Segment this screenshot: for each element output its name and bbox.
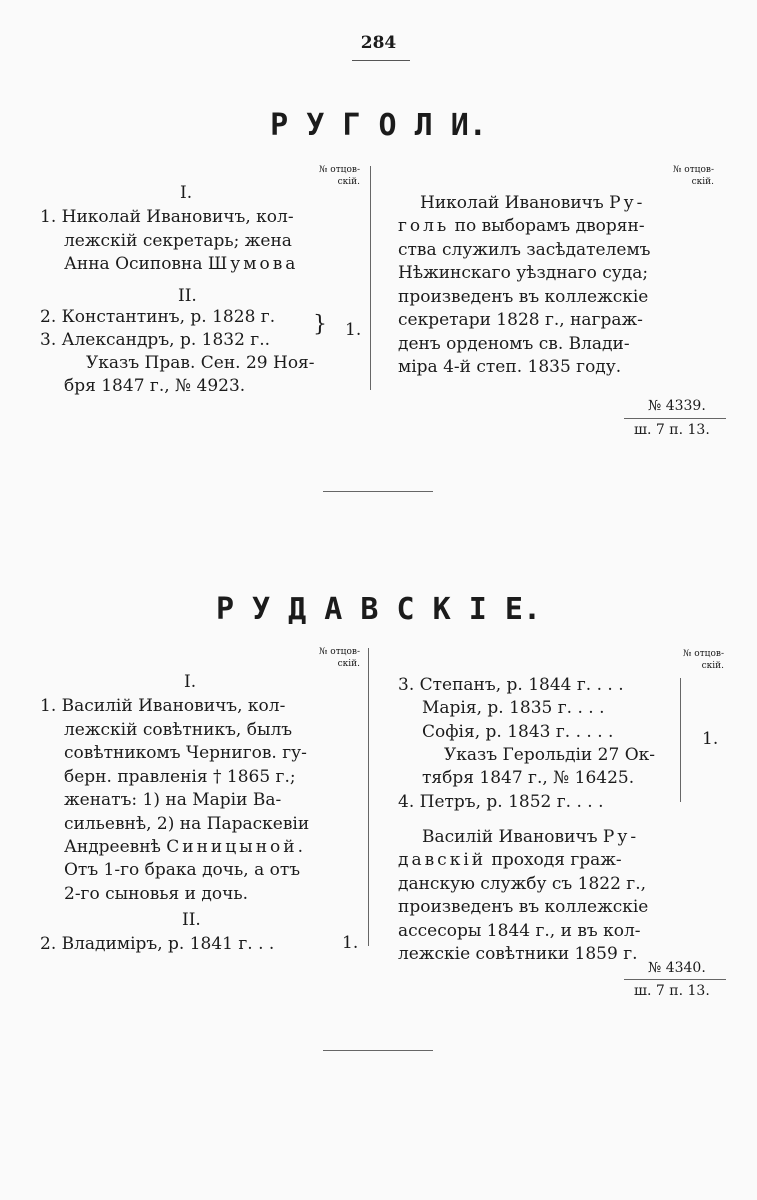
entry-line: берн. правленія † 1865 г.;	[64, 767, 296, 787]
entry-line: бря 1847 г., № 4923.	[64, 376, 246, 396]
bio-line: произведенъ въ коллежскіе	[398, 897, 649, 917]
father-ref: 1.	[342, 933, 359, 953]
column-header-line: № отцов-	[318, 165, 360, 175]
bio-line	[422, 826, 639, 850]
record-rule	[624, 979, 726, 980]
bio-text: Николай Ивановичъ	[420, 193, 610, 213]
column-header-right	[650, 164, 714, 188]
column-header-left	[300, 164, 360, 188]
surname-text: Ру-	[609, 193, 646, 213]
entry-line: сильевнѣ, 2) на Параскевіи	[64, 814, 310, 834]
archive-ref: ш. 7 п. 13.	[634, 422, 710, 438]
column-header-line: № отцов-	[318, 647, 360, 657]
father-ref: 1.	[345, 320, 362, 340]
surname-text: Ру-	[602, 827, 640, 847]
page-number-rule	[352, 60, 410, 61]
entry-line: женатъ: 1) на Маріи Ва-	[64, 790, 282, 810]
column-header-line: скій.	[337, 659, 360, 669]
entry-line: Марія, р. 1835 г. . . .	[422, 698, 605, 718]
surname-text: давскій	[398, 850, 487, 870]
brace-icon: }	[313, 312, 327, 337]
entry-line: 2. Константинъ, р. 1828 г.	[40, 307, 276, 327]
generation-label: I.	[180, 183, 193, 203]
column-header-right	[660, 648, 724, 672]
record-number: № 4339.	[648, 398, 706, 414]
column-divider	[368, 648, 369, 946]
bio-text: проходя граж-	[486, 850, 622, 870]
page-number: 284	[360, 33, 397, 53]
entry-line: Указъ Герольдіи 27 Ок-	[444, 745, 656, 765]
brace-line	[680, 678, 681, 802]
section-divider	[323, 1050, 433, 1051]
entry-text: Андреевнѣ	[64, 837, 167, 857]
bio-line: данскую службу съ 1822 г.,	[398, 874, 647, 894]
record-number: № 4340.	[648, 960, 706, 976]
bio-line: міра 4-й степ. 1835 году.	[398, 357, 622, 377]
bio-line: денъ орденомъ св. Влади-	[398, 334, 630, 354]
family-title-rugoli: Р У Г О Л И.	[270, 108, 487, 143]
record-rule	[624, 418, 726, 419]
family-title-rudavskie: Р У Д А В С К І Е.	[215, 592, 542, 627]
entry-line: Указъ Прав. Сен. 29 Ноя-	[86, 353, 315, 373]
entry-line: 3. Степанъ, р. 1844 г. . . .	[398, 675, 624, 695]
entry-line	[64, 836, 306, 860]
column-divider	[370, 166, 371, 390]
entry-line: лежскій совѣтникъ, былъ	[64, 720, 293, 740]
entry-line: 1. Николай Ивановичъ, кол-	[40, 207, 294, 227]
bio-text: Василій Ивановичъ	[422, 827, 603, 847]
surname-text: Синицыной.	[166, 837, 306, 857]
entry-line: 2-го сыновья и дочь.	[64, 884, 249, 904]
bio-text: по выборамъ дворян-	[449, 216, 645, 236]
column-header-line: № отцов-	[682, 649, 724, 659]
entry-text: Анна Осиповна	[64, 254, 208, 274]
entry-line: тября 1847 г., № 16425.	[422, 768, 635, 788]
entry-line: совѣтникомъ Чернигов. гу-	[64, 743, 307, 763]
generation-label: II.	[182, 910, 201, 930]
entry-line: лежскій секретарь; жена	[64, 231, 292, 251]
column-header-left	[298, 646, 360, 670]
entry-line: 4. Петръ, р. 1852 г. . . .	[398, 792, 604, 812]
bio-line: лежскіе совѣтники 1859 г.	[398, 944, 638, 964]
column-header-line: скій.	[701, 661, 724, 671]
column-header-line: № отцов-	[672, 165, 714, 175]
section-divider	[323, 491, 433, 492]
bio-line	[398, 849, 622, 873]
entry-line: 3. Александръ, р. 1832 г..	[40, 330, 271, 350]
entry-line: 1. Василій Ивановичъ, кол-	[40, 696, 286, 716]
bio-line: секретари 1828 г., награж-	[398, 310, 643, 330]
bio-line	[398, 215, 645, 239]
archive-ref: ш. 7 п. 13.	[634, 983, 710, 999]
generation-label: II.	[178, 286, 197, 306]
surname-text: Шумова	[207, 254, 299, 274]
entry-line	[64, 253, 298, 277]
bio-line	[420, 192, 645, 216]
generation-label: I.	[184, 672, 197, 692]
column-header-line: скій.	[337, 177, 360, 187]
bio-line: ассесоры 1844 г., и въ кол-	[398, 921, 641, 941]
bio-line: Нѣжинскаго уѣзднаго суда;	[398, 263, 649, 283]
bio-line: произведенъ въ коллежскіе	[398, 287, 649, 307]
entry-line: 2. Владиміръ, р. 1841 г. . .	[40, 934, 275, 954]
father-ref: 1.	[702, 729, 719, 749]
bio-line: ства служилъ засѣдателемъ	[398, 240, 651, 260]
column-header-line: скій.	[691, 177, 714, 187]
entry-line: Софія, р. 1843 г. . . . .	[422, 722, 614, 742]
surname-text: голь	[398, 216, 450, 236]
entry-line: Отъ 1-го брака дочь, а отъ	[64, 860, 301, 880]
